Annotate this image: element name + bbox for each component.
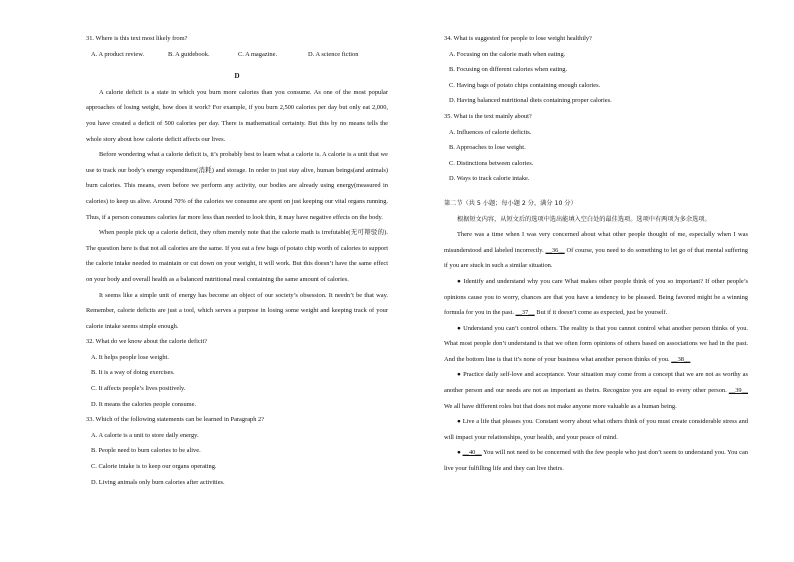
q31-options (86, 47, 388, 63)
passage-text: ● Live a life that pleases you. Constant worry about what others think of you must create considerable stress and will impact your relationships, your health, and your peace of mind. (444, 418, 748, 441)
answer-blank: __37__ (515, 309, 535, 317)
answer-blank: __38__ (671, 355, 691, 363)
passage-text: But if it doesn’t come as expected, just be yourself. (534, 309, 668, 317)
passage-paragraph (444, 274, 748, 321)
q34-option-b: B. Focusing on different calories when eating. (449, 66, 568, 74)
answer-blank: __40__ (462, 449, 482, 457)
q35-option-c: C. Distinctions between calories. (449, 159, 534, 167)
q35-stem: 35. What is the text mainly about? (444, 112, 532, 120)
q34-option-d: D. Having balanced nutritional diets containing proper calories. (449, 97, 612, 105)
passage-text: There was a time when I was very concerned about what other people thought of me, especially when I was misunderstood and labeled incorrectly. (444, 231, 748, 254)
q31-stem: 31. Where is this text most likely from? (86, 35, 188, 42)
q33-option-a: A. A calorie is a unit to store daily energy. (91, 431, 199, 439)
passage-paragraph: When people pick up a calorie deficit, they often merely note that the calorie math is irrefutable(无可辩驳的). The question here is that not all calories are the same. If you eat a few bags of potato chip worth of calories to support the calorie intake needed to maintain or cut down on your weight, it will work. But this doesn’t have the same effect on your body and overall health as a balanced nutritional meal containing the same amount of calories. (86, 229, 388, 283)
q35-option-d: D. Ways to track calorie intake. (449, 175, 530, 183)
q31-option-d: D. A science fiction (308, 50, 359, 58)
passage-paragraph (444, 414, 748, 445)
passage-text: Of course, you need to do something to let go of that mental suffering if you are stuck in such a similar situation. (444, 246, 749, 270)
passage-paragraph (444, 445, 748, 476)
q32-option-a: A. It helps people lose weight. (91, 353, 169, 361)
passage-paragraph (444, 367, 748, 414)
cloze-passage (444, 227, 748, 477)
passage-paragraph (444, 321, 748, 368)
section-instruction: 根据短文内容，从短文后的选项中选出能填入空白处的最佳选项。选项中有两项为多余选项。 (457, 215, 711, 223)
q32-stem: 32. What do we know about the calorie deficit? (86, 338, 208, 346)
q33-stem: 33. Which of the following statements can be learned in Paragraph 2? (86, 416, 265, 424)
right-column (444, 31, 748, 477)
q34-option-c: C. Having bags of potato chips containing enough calories. (449, 81, 601, 89)
q35-option-a: A. Influences of calorie deficits. (449, 128, 532, 136)
passage-paragraph: It seems like a simple unit of energy has become an object of our society’s obsession. It needn’t be that way. Remember, calorie deficits are just a tool, which serves a purpose in losing some weight and keeping track of your calorie intake seems simple enough. (86, 291, 388, 330)
q32-option-c: C. It affects people’s lives positively. (91, 385, 186, 393)
q35-option-b: B. Approaches to lose weight. (449, 144, 526, 152)
q34-option-a: A. Focusing on the calorie math when eating. (449, 50, 566, 58)
q31-option-c: C. A magazine. (238, 50, 278, 58)
answer-blank: __36__ (545, 246, 565, 254)
passage-text: ● Practice daily self-love and acceptance. Your situation may come from a concept that we are not as worthy as another person and our needs are not as important as theirs. Recognize you are equal to every other person. (444, 371, 748, 395)
answer-blank: __39__ (728, 387, 748, 395)
section-title: 第二节（共 5 小题；每小题 2 分，满分 10 分） (444, 199, 577, 207)
q31-option-a: A. A product review. (91, 50, 145, 58)
q33-option-d: D. Living animals only burn calories after activities. (91, 478, 225, 486)
passage-paragraph: A calorie deficit is a state in which you burn more calories than you consume. As one of the most popular approaches of losing weight, how does it work? For example, if you burn 2,500 calories per day but only eat 2,000, you have created a deficit of 500 calories per day. There is mathematical certainty. But this by no means tells the whole story about how calorie deficit affects our lives. (86, 88, 388, 143)
q33-option-b: B. People need to burn calories to be alive. (91, 447, 201, 455)
q32-option-b: B. It is a way of doing exercises. (91, 369, 175, 377)
passage-text: We all have different roles but that does not make anyone more valuable as a human being. (444, 402, 677, 410)
q33-option-c: C. Calorie intake is to keep our organs operating. (91, 463, 217, 471)
passage-text: ● (457, 449, 463, 457)
q31-option-b: B. A guidebook. (168, 50, 210, 58)
q34-stem: 34. What is suggested for people to lose weight healthily? (444, 35, 592, 42)
passage-section-letter: D (234, 72, 240, 81)
passage-paragraph (444, 227, 748, 274)
passage-text: ● Identify and understand why you care What makes other people think of you so important? If other people’s opinions cause you to worry, chances are that you have a tendency to be pleased. Being favored might be a winning formula for you in the past. (444, 277, 748, 317)
passage-paragraph: Before wondering what a calorie deficit is, it’s probably best to learn what a calorie is. A calorie is a unit that we use to track our body’s energy expenditure(消耗) and storage. In order to just stay alive, human beings(and animals) burn calories. This means, even before we perform any activity, our bodies are already using energy(measured in calories) to keep us alive. Around 70% of the calories we consume are spent on just keeping our vital organs running. Thus, if a person consumes calories far more less than needed to look thin, it may have negative effects on the body. (86, 151, 388, 221)
passage-text: ● Understand you can’t control others. The reality is that you cannot control what another person thinks of you. What most people don’t understand is that we often form opinions of others based on associations we had in the past. And the bottom line is that it’s none of your business what another person thinks of you. (444, 324, 748, 363)
q32-option-d: D. It means the calories people consume. (91, 400, 197, 408)
left-column (86, 31, 388, 490)
passage-text: You will not need to be concerned with the few people who just don’t seem to understand you. You can live your fulfilling life and they can live theirs. (444, 449, 748, 473)
